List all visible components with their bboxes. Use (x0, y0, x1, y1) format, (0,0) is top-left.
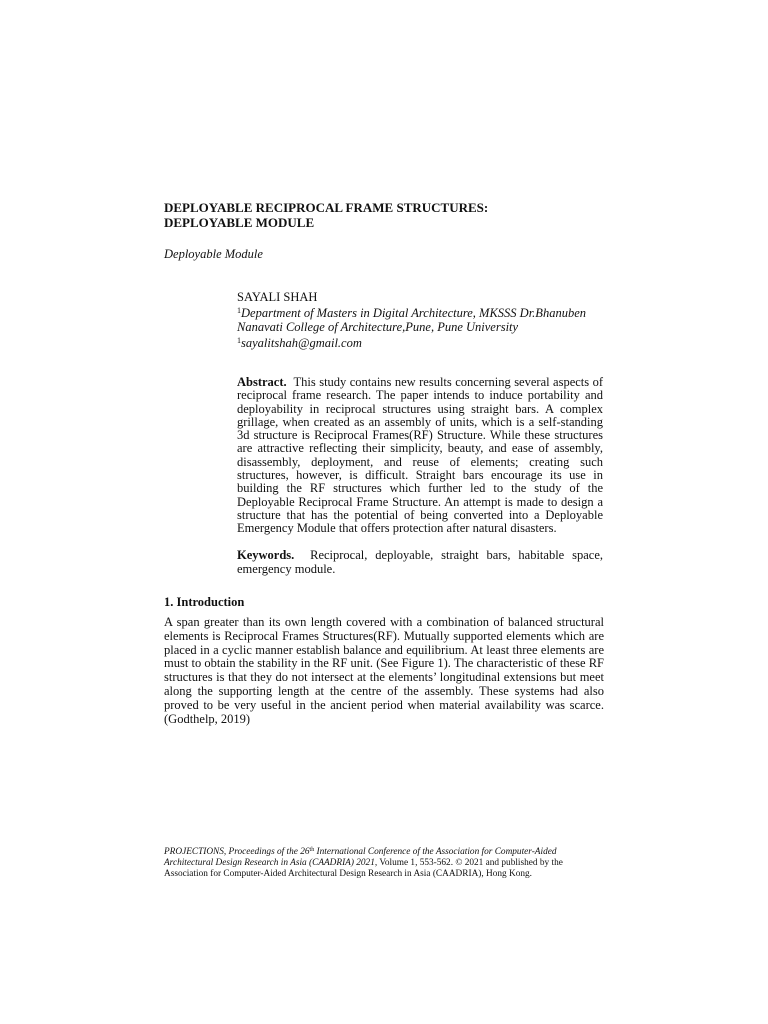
affiliation-marker: 1 (237, 306, 241, 315)
author-block (237, 290, 617, 350)
keywords (237, 548, 603, 576)
author-name: SAYALI SHAH (237, 290, 318, 304)
paper-title-line2: DEPLOYABLE MODULE (164, 215, 315, 230)
footer-italic-2: International Conference of the Association for Computer-Aided Architectural Design Research in Asia (CAADRIA) 2021, (164, 847, 557, 868)
proceedings-footer (164, 845, 604, 880)
paper-subtitle: Deployable Module (164, 247, 263, 261)
abstract-text: This study contains new results concerning several aspects of reciprocal frame research. The paper intends to induce portability and deployability in reciprocal structures using straight bars. A complex grillage, when created as an assembly of units, which is a self-standing 3d structure is Reciprocal Frames(RF) Structure. While these structures are attractive reflecting their simplicity, beauty, and ease of assembly, disassembly, deployment, and reuse of elements; creating such structures, however, is difficult. Straight bars encourage its use in building the RF structures which further led to the study of the Deployable Reciprocal Frame Structure. An attempt is made to design a structure that has the potential of being converted into a Deployable Emergency Module that offers protection after natural disasters. (237, 375, 603, 536)
author-email-text: sayalitshah@gmail.com (241, 336, 362, 350)
affiliation-line2: Nanavati College of Architecture,Pune, Pune University (237, 320, 519, 334)
keywords-label: Keywords. (237, 548, 295, 562)
introduction-paragraph: A span greater than its own length covered with a combination of balanced structural elements is Reciprocal Frames Structures(RF). Mutually supported elements which are placed in a cyclic manner establish balance and equilibrium. At least three elements are must to obtain the stability in the RF unit. (See Figure 1). The characteristic of these RF structures is that they do not intersect at the elements’ longitudinal extensions but meet along the supporting length at the centre of the assembly. These systems had also proved to be very useful in the ancient period when material availability was scarce. (Godthelp, 2019) (164, 615, 604, 726)
paper-title (164, 200, 634, 230)
footer-italic-1: PROJECTIONS, Proceedings of the 26 (164, 847, 310, 857)
affiliation-line1: Department of Masters in Digital Architecture, MKSSS Dr.Bhanuben (241, 306, 586, 320)
footer-superscript: th (309, 847, 315, 853)
footer-plain: Volume 1, 553-562. © 2021 and published by the Association for Computer-Aided Architectural Design Research in Asia (CAADRIA), Hong Kong. (164, 858, 563, 879)
paper-title-line1: DEPLOYABLE RECIPROCAL FRAME STRUCTURES: (164, 200, 489, 215)
author-affiliation (237, 304, 617, 334)
abstract (237, 376, 603, 536)
abstract-label: Abstract. (237, 375, 287, 389)
keywords-text: Reciprocal, deployable, straight bars, habitable space, emergency module. (237, 548, 603, 576)
section-heading-introduction: 1. Introduction (164, 595, 245, 609)
author-email (237, 334, 617, 350)
email-marker: 1 (237, 336, 241, 345)
